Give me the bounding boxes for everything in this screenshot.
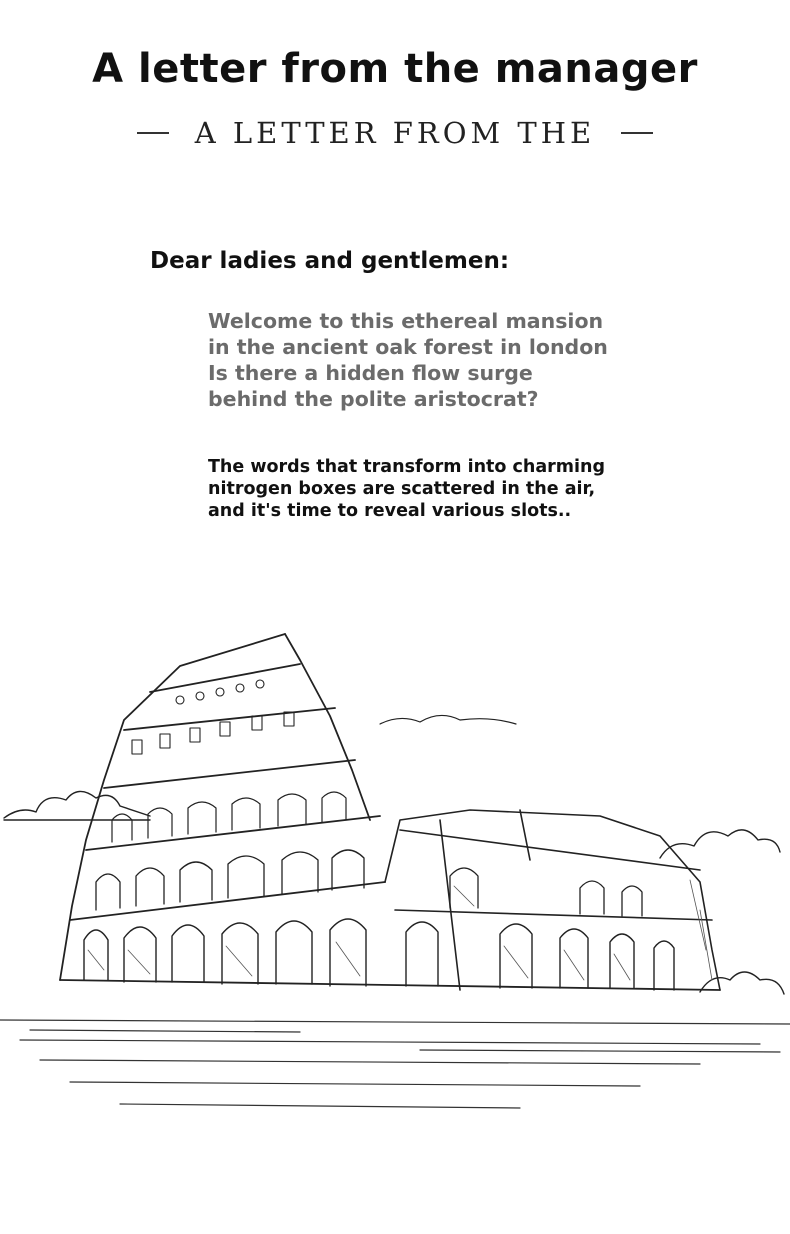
salutation: Dear ladies and gentlemen: <box>150 248 510 274</box>
subtitle-dash-right <box>621 132 653 134</box>
subtitle-row <box>0 116 790 150</box>
paragraph-line: Is there a hidden flow surge <box>208 361 533 385</box>
subtitle: A LETTER FROM THE <box>194 116 596 150</box>
paragraph-line: in the ancient oak forest in london <box>208 335 608 359</box>
letter-paragraph-intro <box>208 308 608 412</box>
colosseum-sketch-icon <box>0 620 790 1180</box>
page-title: A letter from the manager <box>92 46 698 92</box>
cloud-right-icon <box>660 830 784 994</box>
subtitle-dash-left <box>137 132 169 134</box>
colosseum-inner-section <box>385 810 720 990</box>
paragraph-line: The words that transform into charming <box>208 457 606 477</box>
letter-paragraph-body <box>208 456 605 522</box>
paragraph-line: and it's time to reveal various slots.. <box>208 501 572 521</box>
shading-hatch <box>88 880 712 980</box>
arches-ground-tier <box>84 919 674 990</box>
ground-strokes <box>0 1020 790 1108</box>
paragraph-line: Welcome to this ethereal mansion <box>208 309 604 333</box>
colosseum-outer-wall <box>60 634 720 990</box>
paragraph-line: nitrogen boxes are scattered in the air, <box>208 479 596 499</box>
cloud-top-icon <box>380 715 516 724</box>
paragraph-line: behind the polite aristocrat? <box>208 387 539 411</box>
arches-third-tier <box>112 792 346 842</box>
